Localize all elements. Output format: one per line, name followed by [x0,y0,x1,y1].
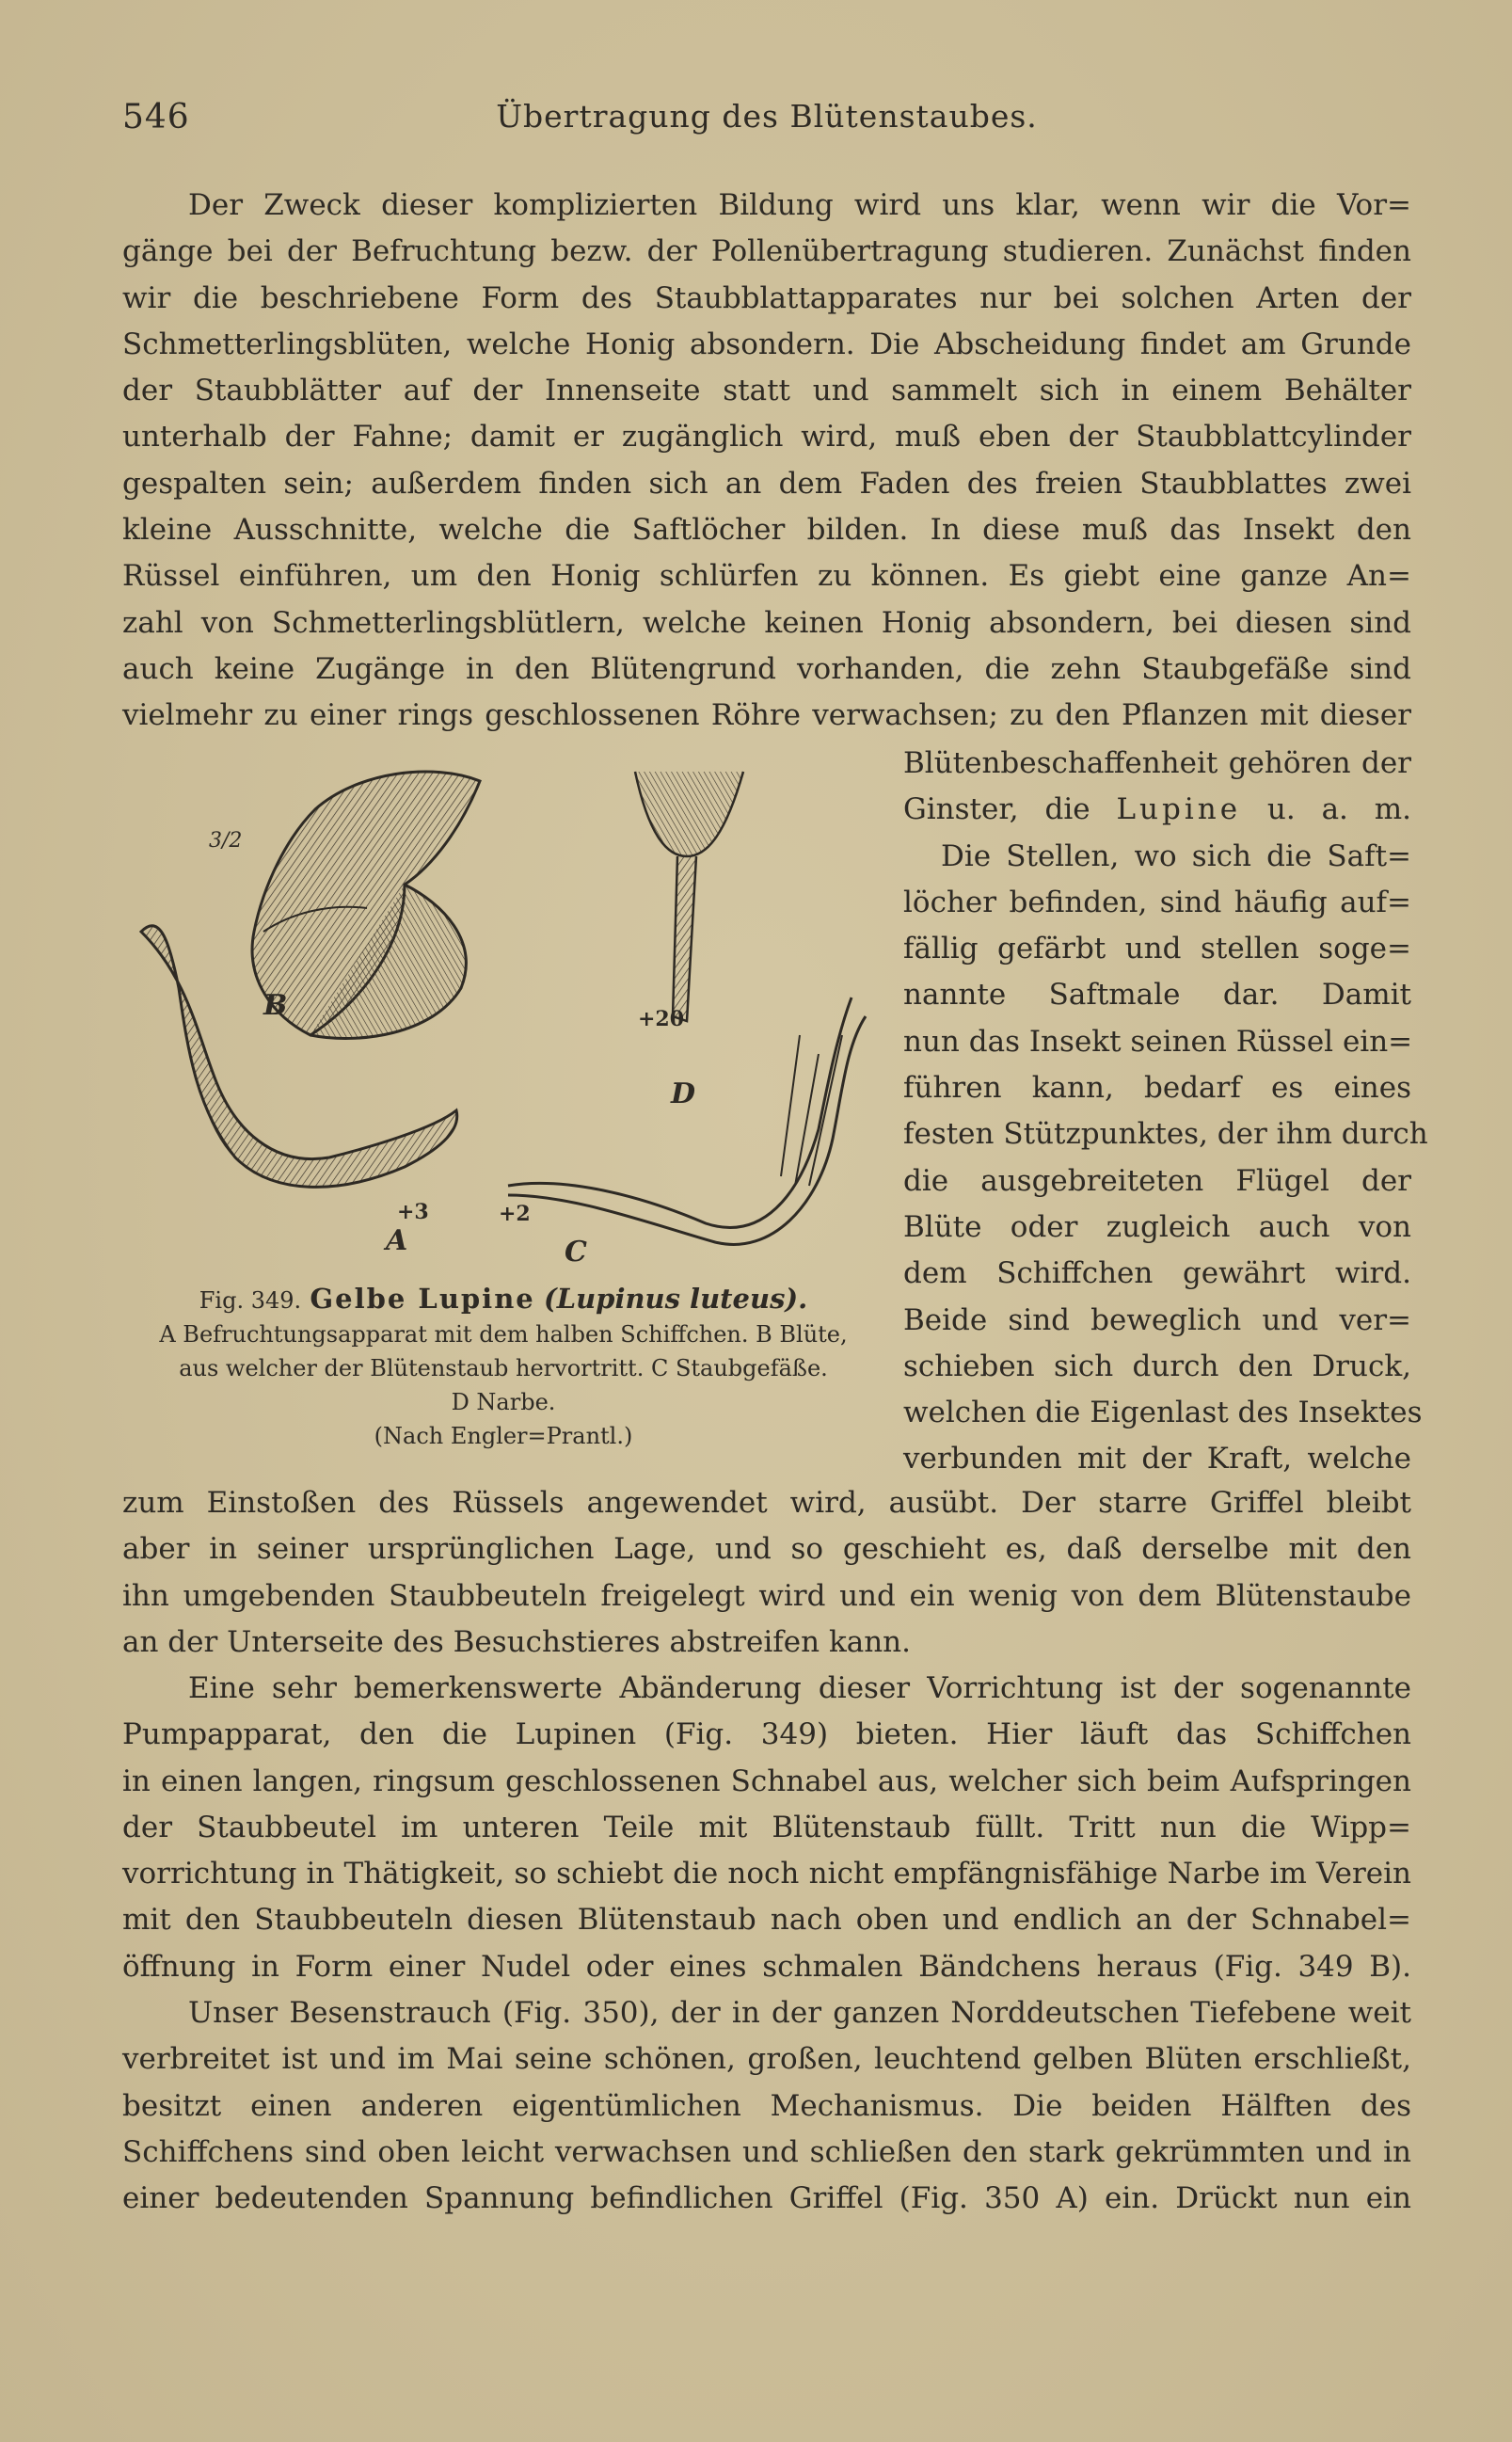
text-line: an der Unterseite des Besuchstieres abstreifen kann. [122,1624,911,1659]
page-header [122,94,1411,151]
text-line: Blüte oder zugleich auch von [903,1209,1411,1244]
text-line: zahl von Schmetterlingsblütlern, welche keinen Honig absondern, bei diesen sind [122,605,1411,640]
text-line: löcher befinden, sind häufig auf= [903,885,1411,919]
text-line: Ginster, die Lupine u. a. m. [903,792,1412,827]
drawing-stigma-d [635,772,743,1021]
text-line: Die Stellen, wo sich die Saft= [941,838,1411,873]
text-line: gespalten sein; außerdem finden sich an dem Faden des freien Staubblattes zwei [122,466,1411,501]
text-line: fällig gefärbt und stellen soge= [903,932,1411,966]
text-line: nannte Saftmale dar. Damit [903,978,1411,1013]
label-c: C [565,1236,587,1269]
text-line: öffnung in Form einer Nudel oder eines schmalen Bändchens heraus (Fig. 349 B). [122,1949,1411,1984]
caption-fig-number: Fig. 349. [199,1287,302,1314]
text-line: der Staubblätter auf der Innenseite statt und sammelt sich in einem Behälter [122,374,1411,408]
running-head: Übertragung des Blütenstaubes. [496,98,1038,135]
text-line: Blütenbeschaffenheit gehören der [903,746,1411,780]
figure-349 [122,753,884,1280]
paragraph-2 [122,1666,1411,1990]
paragraph-1-top [122,183,1411,740]
text-line: Unser Besenstrauch (Fig. 350), der in der ganzen Norddeutschen Tiefebene weit [188,1996,1411,2030]
label-mag-a: +3 [397,1200,429,1224]
text-line: nun das Insekt seinen Rüssel ein= [903,1024,1413,1059]
text-line: ihn umgebenden Staubbeuteln freigelegt wird und ein wenig von dem Blütenstaube [122,1578,1411,1613]
caption-line: D Narbe. [451,1389,556,1415]
figure-caption [122,1282,884,1453]
text-line: vielmehr zu einer rings geschlossenen Röhre verwachsen; zu den Pflanzen mit dieser [122,698,1411,733]
text-line: unterhalb der Fahne; damit er zugänglich wird, muß eben der Staubblattcylinder [122,420,1411,455]
text-line: Rüssel einführen, um den Honig schlürfen zu können. Es giebt eine ganze An= [122,559,1411,594]
label-scale-b: 3/2 [209,829,243,853]
label-mag-c: +2 [499,1202,531,1226]
text-line: mit den Staubbeuteln diesen Blütenstaub nach oben und endlich an der Schnabel= [122,1903,1411,1938]
text-line: schieben sich durch den Druck, [903,1349,1411,1383]
text-line: Eine sehr bemerkenswerte Abänderung dieser Vorrichtung ist der sogenannte [188,1671,1411,1705]
text-line: gänge bei der Befruchtung bezw. der Pollenübertragung studieren. Zunächst finden [122,234,1411,269]
emphasis-lupine: Lupine [1116,792,1242,827]
caption-source: (Nach Engler=Prantl.) [374,1423,633,1449]
text-line: besitzt einen anderen eigentümlichen Mechanismus. Die beiden Hälften des [122,2088,1411,2123]
text-line: führen kann, bedarf es eines [903,1071,1411,1106]
text-line: Beide sind beweglich und ver= [903,1302,1411,1337]
label-mag-d: +20 [638,1007,685,1031]
paragraph-3 [122,1990,1411,2222]
text-line: der Staubbeutel im unteren Teile mit Blütenstaub füllt. Tritt nun die Wipp= [122,1810,1411,1844]
label-d: D [671,1077,696,1110]
text-line: Pumpapparat, den die Lupinen (Fig. 349) bieten. Hier läuft das Schiffchen [122,1717,1411,1752]
text-line: kleine Ausschnitte, welche die Saftlöcher bilden. In diese muß das Insekt den [122,513,1411,548]
text-line: zum Einstoßen des Rüssels angewendet wird, ausübt. Der starre Griffel bleibt [122,1486,1411,1520]
paragraph-1-end [122,1480,1411,1666]
text-line: Schiffchens sind oben leicht verwachsen und schließen den stark gekrümmten und in [122,2134,1411,2169]
caption-title-latin: (Lupinus luteus). [543,1283,808,1315]
text-line: verbunden mit der Kraft, welche [903,1442,1411,1476]
caption-line: aus welcher der Blütenstaub hervortritt. C Staubgefäße. [179,1355,828,1381]
text-line: festen Stützpunktes, der ihm durch [903,1117,1428,1152]
text-line: Der Zweck dieser komplizierten Bildung wird uns klar, wenn wir die Vor= [188,188,1411,222]
caption-title-german: Gelbe Lupine [310,1283,535,1315]
text-line: auch keine Zugänge in den Blütengrund vorhanden, die zehn Staubgefäße sind [122,651,1411,686]
text-line: die ausgebreiteten Flügel der [903,1163,1411,1198]
text-line: verbreitet ist und im Mai seine schönen, großen, leuchtend gelben Blüten erschließt, [122,2042,1411,2077]
lupine-illustration [122,753,884,1280]
page-number: 546 [122,98,190,136]
text-line: vorrichtung in Thätigkeit, so schiebt die noch nicht empfängnisfähige Narbe im Verein [122,1857,1411,1891]
drawing-stamens-c [508,998,866,1244]
text-line: in einen langen, ringsum geschlossenen Schnabel aus, welcher sich beim Aufspringen [122,1764,1411,1798]
text-column-right [903,741,1428,1483]
text-line: einer bedeutenden Spannung befindlichen Griffel (Fig. 350 A) ein. Drückt nun ein [122,2181,1411,2216]
text-line: aber in seiner ursprünglichen Lage, und so geschieht es, daß derselbe mit den [122,1532,1411,1567]
text-line: welchen die Eigenlast des Insektes [903,1396,1423,1430]
caption-line: A Befruchtungsapparat mit dem halben Schiffchen. B Blüte, [159,1321,848,1348]
caption-title [122,1282,884,1317]
label-a: A [386,1224,408,1257]
text-line: dem Schiffchen gewährt wird. [903,1256,1411,1291]
text-line: Schmetterlingsblüten, welche Honig absondern. Die Abscheidung findet am Grunde [122,327,1411,361]
text-line: wir die beschriebene Form des Staubblattapparates nur bei solchen Arten der [122,280,1411,315]
label-b: B [263,989,288,1022]
